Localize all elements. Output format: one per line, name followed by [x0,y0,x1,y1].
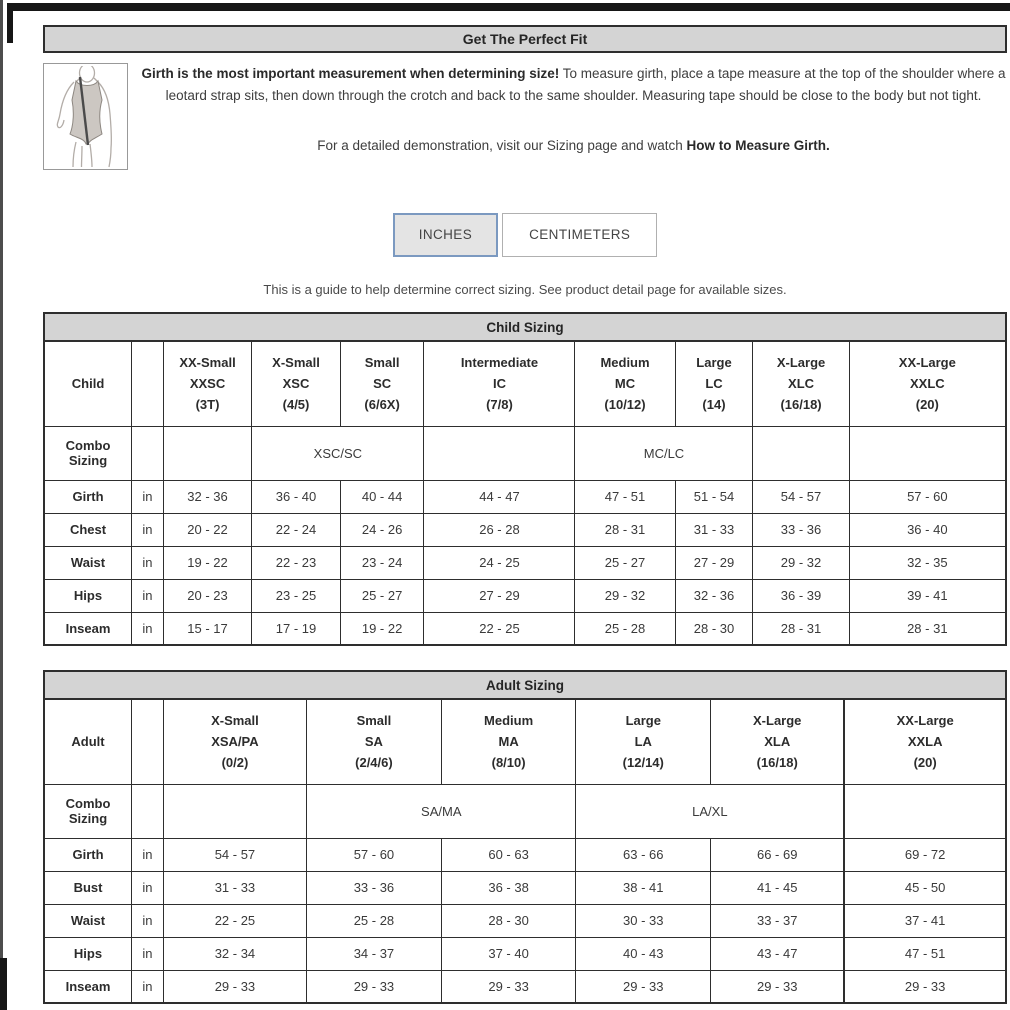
row-label: Inseam [44,970,132,1003]
row-label: Girth [44,838,132,871]
adult-row-header: Adult [44,699,132,784]
adult-waist-row [44,904,1006,937]
size-value-cell: 25 - 28 [575,612,675,645]
size-value-cell: 28 - 30 [441,904,576,937]
size-value-cell: 39 - 41 [849,579,1006,612]
child-combo-cell: XSC/SC [252,426,424,480]
child-combo-cell [753,426,849,480]
size-value-cell: 36 - 39 [753,579,849,612]
size-value-cell: 33 - 36 [753,513,849,546]
size-value-cell: 29 - 32 [753,546,849,579]
child-size-col-header: Intermediate IC (7/8) [424,341,575,426]
child-size-col-header: X-Small XSC (4/5) [252,341,341,426]
size-value-cell: 37 - 41 [844,904,1006,937]
adult-size-col-header: X-Large XLA (16/18) [711,699,845,784]
size-value-cell: 29 - 33 [441,970,576,1003]
row-unit: in [132,513,164,546]
size-value-cell: 24 - 26 [340,513,424,546]
adult-combo-row [44,784,1006,838]
size-value-cell: 57 - 60 [849,480,1006,513]
size-value-cell: 22 - 24 [252,513,341,546]
size-value-cell: 43 - 47 [711,937,845,970]
size-value-cell: 28 - 30 [675,612,753,645]
adult-size-col-header: Medium MA (8/10) [441,699,576,784]
adult-combo-cell [163,784,306,838]
size-value-cell: 29 - 33 [576,970,711,1003]
girth-description [140,63,1007,107]
size-value-cell: 32 - 36 [163,480,252,513]
guide-note: This is a guide to help determine correct sizing. See product detail page for available sizes. [263,282,787,297]
child-combo-row [44,426,1006,480]
screenshot-frame-left [0,0,3,1010]
row-unit: in [132,838,164,871]
size-value-cell: 17 - 19 [252,612,341,645]
child-unit-header [132,341,164,426]
size-value-cell: 29 - 32 [575,579,675,612]
screenshot-frame-top [10,3,1010,11]
intro-text [128,63,1007,171]
child-combo-cell [163,426,252,480]
size-value-cell: 51 - 54 [675,480,753,513]
row-label: Bust [44,871,132,904]
child-size-col-header: Large LC (14) [675,341,753,426]
child-size-col-header: XX-Small XXSC (3T) [163,341,252,426]
size-value-cell: 57 - 60 [307,838,442,871]
child-waist-row [44,546,1006,579]
child-table-title: Child Sizing [44,313,1006,341]
child-sizing-table-container [43,312,1007,646]
unit-toggle [43,213,1007,257]
adult-combo-cell [844,784,1006,838]
size-value-cell: 20 - 23 [163,579,252,612]
size-value-cell: 31 - 33 [163,871,306,904]
size-value-cell: 47 - 51 [575,480,675,513]
size-value-cell: 25 - 28 [307,904,442,937]
child-size-col-header: Small SC (6/6X) [340,341,424,426]
row-unit: in [132,579,164,612]
size-value-cell: 20 - 22 [163,513,252,546]
child-inseam-row [44,612,1006,645]
size-value-cell: 34 - 37 [307,937,442,970]
row-label: Waist [44,546,132,579]
adult-header-row [44,699,1006,784]
child-sizing-table [43,312,1007,646]
leotard-illustration-box [43,63,128,170]
size-value-cell: 27 - 29 [675,546,753,579]
size-value-cell: 27 - 29 [424,579,575,612]
child-size-col-header: XX-Large XXLC (20) [849,341,1006,426]
size-value-cell: 28 - 31 [849,612,1006,645]
girth-description-rest: To measure girth, place a tape measure at the top of the shoulder where a leotard strap sits, then down through the crotch and back to the same shoulder. Measuring tape should be close to the body but not tight. [165,66,1006,103]
size-value-cell: 44 - 47 [424,480,575,513]
row-unit: in [132,970,164,1003]
size-value-cell: 33 - 37 [711,904,845,937]
size-value-cell: 30 - 33 [576,904,711,937]
row-unit: in [132,904,164,937]
size-value-cell: 40 - 43 [576,937,711,970]
adult-combo-cell: SA/MA [307,784,576,838]
size-value-cell: 31 - 33 [675,513,753,546]
size-value-cell: 66 - 69 [711,838,845,871]
adult-sizing-table-container [43,670,1007,1004]
size-value-cell: 29 - 33 [711,970,845,1003]
size-value-cell: 37 - 40 [441,937,576,970]
row-label: Girth [44,480,132,513]
adult-sizing-table [43,670,1007,1004]
size-value-cell: 29 - 33 [844,970,1006,1003]
child-row-header: Child [44,341,132,426]
size-value-cell: 29 - 33 [307,970,442,1003]
size-value-cell: 22 - 25 [163,904,306,937]
size-value-cell: 40 - 44 [340,480,424,513]
child-header-row [44,341,1006,426]
row-unit: in [132,871,164,904]
adult-size-col-header: Large LA (12/14) [576,699,711,784]
size-value-cell: 22 - 23 [252,546,341,579]
row-unit: in [132,612,164,645]
row-unit: in [132,480,164,513]
girth-description-bold: Girth is the most important measurement when determining size! [141,66,560,81]
adult-size-col-header: XX-Large XXLA (20) [844,699,1006,784]
screenshot-frame-corner [7,3,13,43]
demo-line-bold: How to Measure Girth. [686,138,830,153]
size-value-cell: 19 - 22 [340,612,424,645]
size-value-cell: 33 - 36 [307,871,442,904]
size-value-cell: 32 - 34 [163,937,306,970]
size-value-cell: 36 - 40 [849,513,1006,546]
size-value-cell: 54 - 57 [163,838,306,871]
adult-girth-row [44,838,1006,871]
child-hips-row [44,579,1006,612]
adult-inseam-row [44,970,1006,1003]
child-combo-cell [424,426,575,480]
size-value-cell: 22 - 25 [424,612,575,645]
row-label: Chest [44,513,132,546]
screenshot-frame-left-bottom [0,958,7,1010]
size-value-cell: 36 - 38 [441,871,576,904]
adult-bust-row [44,871,1006,904]
adult-size-col-header: X-Small XSA/PA (0/2) [163,699,306,784]
size-value-cell: 28 - 31 [575,513,675,546]
size-value-cell: 15 - 17 [163,612,252,645]
adult-hips-row [44,937,1006,970]
size-value-cell: 26 - 28 [424,513,575,546]
child-size-col-header: X-Large XLC (16/18) [753,341,849,426]
row-label: Inseam [44,612,132,645]
size-value-cell: 23 - 24 [340,546,424,579]
size-value-cell: 36 - 40 [252,480,341,513]
leotard-girth-diagram-icon [46,66,126,168]
centimeters-button[interactable]: CENTIMETERS [502,213,657,257]
adult-combo-cell: LA/XL [576,784,844,838]
row-label: Hips [44,937,132,970]
child-chest-row [44,513,1006,546]
size-value-cell: 32 - 35 [849,546,1006,579]
adult-unit-header [132,699,164,784]
row-label: Waist [44,904,132,937]
child-combo-unit-blank [132,426,164,480]
adult-combo-label: Combo Sizing [44,784,132,838]
adult-combo-unit-blank [132,784,164,838]
size-value-cell: 19 - 22 [163,546,252,579]
size-value-cell: 54 - 57 [753,480,849,513]
size-value-cell: 45 - 50 [844,871,1006,904]
inches-button[interactable]: INCHES [393,213,498,257]
demo-line [140,135,1007,157]
row-label: Hips [44,579,132,612]
row-unit: in [132,546,164,579]
size-value-cell: 69 - 72 [844,838,1006,871]
intro-section [43,63,1007,171]
size-value-cell: 60 - 63 [441,838,576,871]
size-value-cell: 32 - 36 [675,579,753,612]
size-value-cell: 47 - 51 [844,937,1006,970]
adult-table-title: Adult Sizing [44,671,1006,699]
size-value-cell: 25 - 27 [575,546,675,579]
size-value-cell: 25 - 27 [340,579,424,612]
child-combo-label: Combo Sizing [44,426,132,480]
child-girth-row [44,480,1006,513]
row-unit: in [132,937,164,970]
size-value-cell: 24 - 25 [424,546,575,579]
size-value-cell: 28 - 31 [753,612,849,645]
child-combo-cell [849,426,1006,480]
child-combo-cell: MC/LC [575,426,753,480]
content-area [43,25,1007,1004]
size-value-cell: 38 - 41 [576,871,711,904]
size-value-cell: 41 - 45 [711,871,845,904]
adult-size-col-header: Small SA (2/4/6) [307,699,442,784]
child-size-col-header: Medium MC (10/12) [575,341,675,426]
page-title: Get The Perfect Fit [43,25,1007,53]
size-value-cell: 63 - 66 [576,838,711,871]
size-value-cell: 23 - 25 [252,579,341,612]
demo-line-prefix: For a detailed demonstration, visit our Sizing page and watch [317,138,687,153]
size-value-cell: 29 - 33 [163,970,306,1003]
